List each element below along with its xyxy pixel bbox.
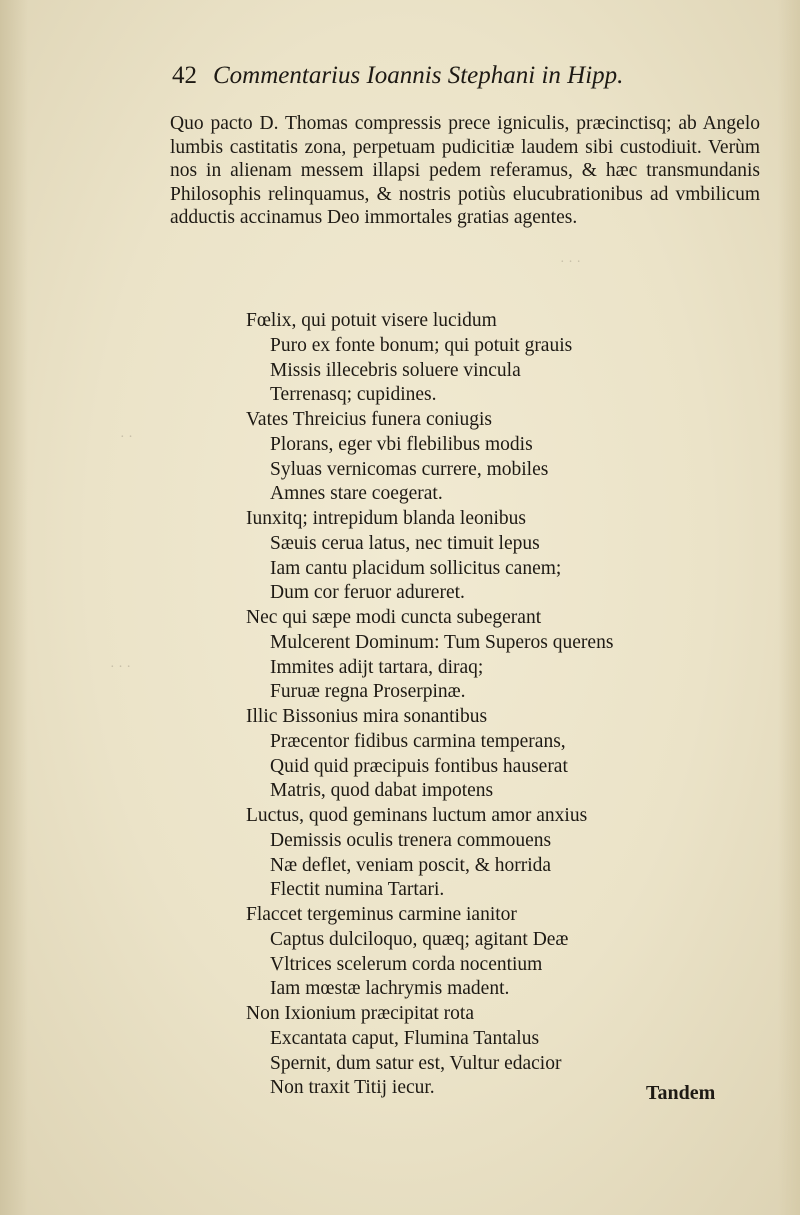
verse-line: Luctus, quod geminans luctum amor anxius [246, 805, 588, 826]
verse-line: Iam cantu placidum sollicitus canem; [270, 557, 562, 579]
verse-line: Spernit, dum satur est, Vultur edacior [270, 1052, 562, 1074]
verse-line: Non Ixionium præcipitat rota [246, 1003, 475, 1024]
verse-line: Syluas vernicomas currere, mobiles [270, 458, 549, 480]
verse-block [246, 309, 716, 1101]
catchword: Tandem [646, 1082, 716, 1104]
page-left-shadow [0, 0, 28, 1215]
verse-line: Captus dulciloquo, quæq; agitant Deæ [270, 928, 569, 950]
verse-line: Plorans, eger vbi flebilibus modis [270, 433, 533, 455]
verse-line: Flaccet tergeminus carmine ianitor [246, 904, 517, 925]
verse-line: Flectit numina Tartari. [270, 879, 445, 901]
running-title: Commentarius Ioannis Stephani in Hipp. [213, 62, 624, 89]
verse-line: Puro ex fonte bonum; qui potuit grauis [270, 334, 573, 356]
verse-line: Vates Threicius funera coniugis [246, 409, 493, 430]
verse-line: Iunxitq; intrepidum blanda leonibus [246, 508, 526, 529]
verse-line: Amnes stare coegerat. [270, 483, 443, 505]
verse-line: Mulcerent Dominum: Tum Superos querens [270, 631, 614, 653]
verse-line: Terrenasq; cupidines. [270, 384, 437, 406]
verse-line: Matris, quod dabat impotens [270, 780, 494, 802]
verse-line: Furuæ regna Proserpinæ. [270, 681, 466, 703]
verse-line: Immites adijt tartara, diraq; [270, 656, 484, 678]
page-right-shadow [778, 0, 800, 1215]
verse-line: Missis illecebris soluere vincula [270, 359, 521, 381]
verse-line: Dum cor feruor adureret. [270, 582, 465, 604]
verse-line: Quid quid præcipuis fontibus hauserat [270, 755, 568, 777]
page-number: 42 [172, 62, 197, 89]
verse-line: Næ deflet, veniam poscit, & horrida [270, 854, 552, 876]
verse-line: Vltrices scelerum corda nocentium [270, 953, 543, 975]
running-header [172, 62, 732, 98]
show-through-mark: · · · [110, 660, 131, 675]
prose-paragraph [170, 112, 760, 230]
verse-line: Præcentor fidibus carmina temperans, [270, 730, 566, 752]
show-through-mark: · · [120, 430, 133, 445]
verse-line: Sæuis cerua latus, nec timuit lepus [270, 532, 540, 554]
show-through-mark: · · · [560, 255, 581, 270]
verse-line: Illic Bissonius mira sonantibus [246, 706, 488, 727]
verse-line: Excantata caput, Flumina Tantalus [270, 1027, 540, 1049]
verse-line: Iam mœstæ lachrymis madent. [270, 978, 510, 1000]
verse-line: Demissis oculis trenera commouens [270, 829, 552, 851]
verse-line: Non traxit Titij iecur. [270, 1077, 435, 1099]
verse-line: Fœlix, qui potuit visere lucidum [246, 310, 497, 331]
prose-text: Quo pacto D. Thomas compressis prece igniculis, præcinctisq; ab Angelo lumbis castitatis zona, perpetuam pudicitiæ laudem sibi custodiuit. Verùm nos in alienam messem illapsi pedem referamus, & hæc transmundanis Philosophis relinquamus, & nostris potiùs elucubrationibus ad vmbilicum adductis accinamus Deo immortales gratias agentes. [170, 113, 760, 228]
verse-line: Nec qui sæpe modi cuncta subegerant [246, 607, 542, 628]
